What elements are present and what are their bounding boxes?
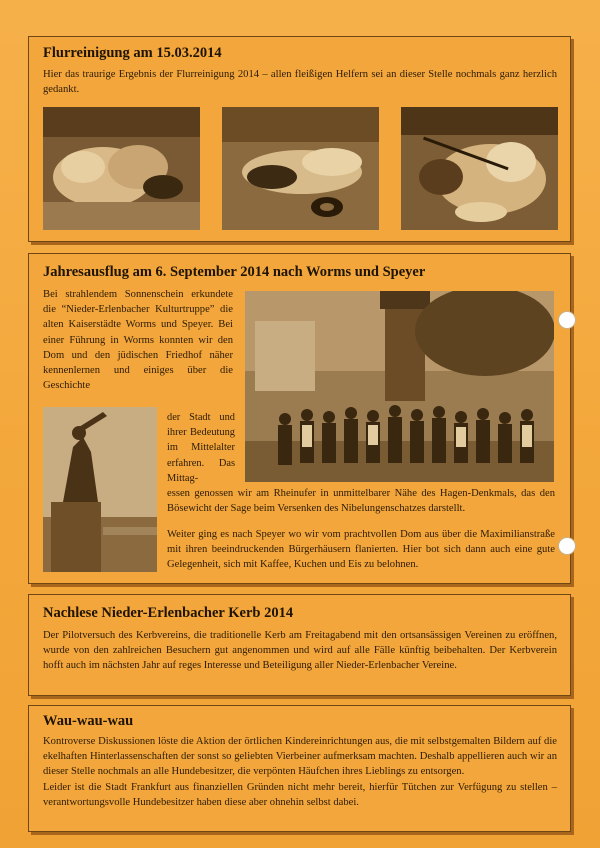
section-text-top: Bei strahlendem Sonnenschein erkundete die “Nieder-Erlenbacher Kulturtruppe” die alten Kaiserstädte Worms und Speyer. Bei einer Führung in Worms konnten wir den Dom und den jüdischen Friedhof näher kennenlernen und einiges über die Geschichte	[43, 289, 233, 392]
section-title: Wau-wau-wau	[43, 713, 134, 729]
section-text-bottom: Weiter ging es nach Speyer wo wir vom prachtvollen Dom aus über die Maximilianstraße mit ihren beeindruckenden Bürgerhäusern flanierten. Hier bot sich dann auch eine gute Gelegenheit, sich mit Kaffee, Kuchen und Eis zu belohnen.	[167, 529, 555, 571]
trash-pile-photo-3	[401, 107, 558, 230]
punch-hole-top	[558, 311, 576, 329]
section-text-1: Kontroverse Diskussionen löste die Aktion der örtlichen Kindereinrichtungen aus, die mit selbstgemalten Bildern auf die ekelhaften Hinterlassenschaften der sonst so geliebten Vierbeiner aufmerksam machten. Deshalb appellieren auch wir an dieser Stelle nochmals an alle Hundebesitzer, die verpönten Häufchen ihres Lieblings zu entsorgen.	[43, 736, 557, 778]
section-title: Nachlese Nieder-Erlenbacher Kerb 2014	[43, 605, 294, 621]
section-title: Jahresausflug am 6. September 2014 nach Worms und Speyer	[43, 264, 426, 280]
section-text-2: Leider ist die Stadt Frankfurt aus finanziellen Gründen nicht mehr bereit, hierfür Tütchen zur Verfügung zu stellen – verantwortungsvolle Hundebesitzer haben diese aber ohnehin selbst dabei.	[43, 782, 557, 809]
section-flurreinigung	[28, 36, 571, 242]
section-text-wide: essen genossen wir am Rheinufer in unmittelbarer Nähe des Hagen-Denkmals, das den Bösewicht der Sage beim Versenken des Nibelungenschatzes darstellt.	[167, 488, 555, 515]
group-photo	[245, 291, 554, 482]
trash-pile-photo-2	[222, 107, 379, 230]
hagen-monument-photo	[43, 407, 157, 572]
trash-pile-photo-1	[43, 107, 200, 230]
section-text-narrow: der Stadt und ihrer Bedeutung im Mittelalter erfahren. Das Mittag-	[167, 412, 235, 484]
section-text: Der Pilotversuch des Kerbvereins, die traditionelle Kerb am Freitagabend mit den ortsansässigen Vereinen zu eröffnen, wurde von den zahlreichen Besuchern gut angenommen und wird auf alle Fälle künftig beibehalten. Der Kerbverein hofft auch im nächsten Jahr auf reges Interesse und Beteiligung aller Nieder-Erlenbacher Vereine.	[43, 630, 557, 672]
section-title: Flurreinigung am 15.03.2014	[43, 45, 222, 61]
section-text: Hier das traurige Ergebnis der Flurreinigung 2014 – allen fleißigen Helfern sei an dieser Stelle nochmals ganz herzlich gedankt.	[43, 69, 557, 96]
section-kerb	[28, 594, 571, 696]
section-wau-wau	[28, 705, 571, 832]
punch-hole-bottom	[558, 537, 576, 555]
section-jahresausflug	[28, 253, 571, 584]
